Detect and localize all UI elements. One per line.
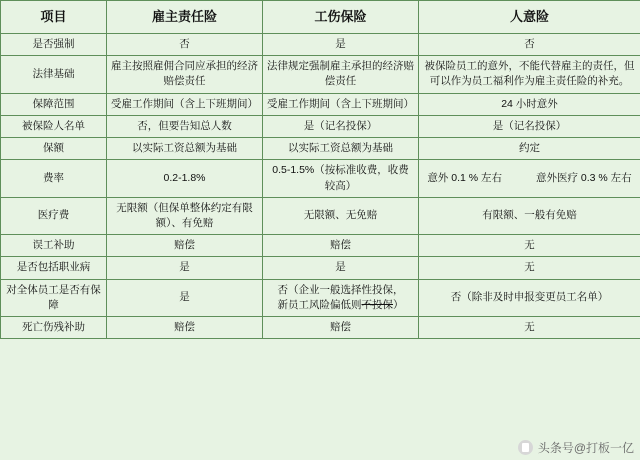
watermark-text: 头条号@打板一亿 [537, 441, 634, 455]
cell-personal-accident: 是（记名投保） [419, 115, 640, 137]
cell-work-injury: 是（记名投保） [263, 115, 419, 137]
cell-employer-liability: 否 [107, 34, 263, 56]
row-label: 保障范围 [1, 93, 107, 115]
cell-personal-accident: 无 [419, 257, 640, 279]
cell-employer-liability: 无限额（但保单整体约定有限额）、有免赔 [107, 197, 263, 234]
cell-work-injury: 赔偿 [263, 235, 419, 257]
cell-employer-liability: 0.2-1.8% [107, 160, 263, 197]
cell-employer-liability: 是 [107, 279, 263, 316]
cell-personal-accident: 否（除非及时申报变更员工名单） [419, 279, 640, 316]
coverage-note-prefix: 新员工风险偏低则 [277, 298, 362, 311]
row-label: 医疗费 [1, 197, 107, 234]
cell-work-injury [263, 279, 419, 316]
cell-work-injury: 法律规定强制雇主承担的经济赔偿责任 [263, 56, 419, 93]
cell-employer-liability: 以实际工资总额为基础 [107, 138, 263, 160]
cell-personal-accident: 无 [419, 235, 640, 257]
cell-personal-accident: 24 小时意外 [419, 93, 640, 115]
cell-work-injury: 是 [263, 257, 419, 279]
cell-work-injury: 受雇工作期间（含上下班期间） [263, 93, 419, 115]
accident-medical-rate: 意外医疗 0.3 % 左右 [536, 171, 632, 184]
watermark [518, 439, 634, 456]
table-row [1, 235, 640, 257]
avatar-icon [518, 440, 533, 455]
coverage-note-strikethrough: 不投保 [361, 298, 393, 311]
cell-work-injury: 是 [263, 34, 419, 56]
column-header-employer-liability: 雇主责任险 [107, 1, 263, 34]
table-row [1, 56, 640, 93]
row-label: 死亡伤残补助 [1, 317, 107, 339]
coverage-note-line2 [267, 298, 414, 313]
table-row [1, 197, 640, 234]
cell-employer-liability: 赔偿 [107, 235, 263, 257]
row-label: 法律基础 [1, 56, 107, 93]
cell-work-injury: 以实际工资总额为基础 [263, 138, 419, 160]
cell-personal-accident: 约定 [419, 138, 640, 160]
cell-personal-accident [419, 160, 640, 197]
column-header-item: 项目 [1, 1, 107, 34]
accident-rate: 意外 0.1 % 左右 [427, 171, 502, 184]
cell-personal-accident: 否 [419, 34, 640, 56]
table-row [1, 317, 640, 339]
table-row [1, 138, 640, 160]
cell-work-injury: 0.5-1.5%（按标准收费，收费较高） [263, 160, 419, 197]
table-row [1, 115, 640, 137]
table-row [1, 279, 640, 316]
column-header-work-injury: 工伤保险 [263, 1, 419, 34]
row-label: 费率 [1, 160, 107, 197]
table-row [1, 257, 640, 279]
cell-personal-accident: 有限额、一般有免赔 [419, 197, 640, 234]
cell-work-injury: 无限额、无免赔 [263, 197, 419, 234]
table-row [1, 160, 640, 197]
row-label: 被保险人名单 [1, 115, 107, 137]
row-label: 误工补助 [1, 235, 107, 257]
coverage-note-suffix: ） [393, 298, 404, 311]
coverage-note-line1: 否（企业一般选择性投保， [277, 283, 404, 296]
cell-employer-liability: 否，但要告知总人数 [107, 115, 263, 137]
cell-employer-liability: 是 [107, 257, 263, 279]
table-header-row [1, 1, 640, 34]
cell-employer-liability: 赔偿 [107, 317, 263, 339]
row-label: 是否强制 [1, 34, 107, 56]
table-row [1, 34, 640, 56]
cell-personal-accident: 被保险员工的意外，不能代替雇主的责任，但可以作为员工福利作为雇主责任险的补充。 [419, 56, 640, 93]
row-label: 是否包括职业病 [1, 257, 107, 279]
cell-personal-accident: 无 [419, 317, 640, 339]
cell-employer-liability: 受雇工作期间（含上下班期间） [107, 93, 263, 115]
column-header-personal-accident: 人意险 [419, 1, 640, 34]
cell-work-injury: 赔偿 [263, 317, 419, 339]
row-label: 对全体员工是否有保障 [1, 279, 107, 316]
cell-employer-liability: 雇主按照雇佣合同应承担的经济赔偿责任 [107, 56, 263, 93]
table-row [1, 93, 640, 115]
row-label: 保额 [1, 138, 107, 160]
